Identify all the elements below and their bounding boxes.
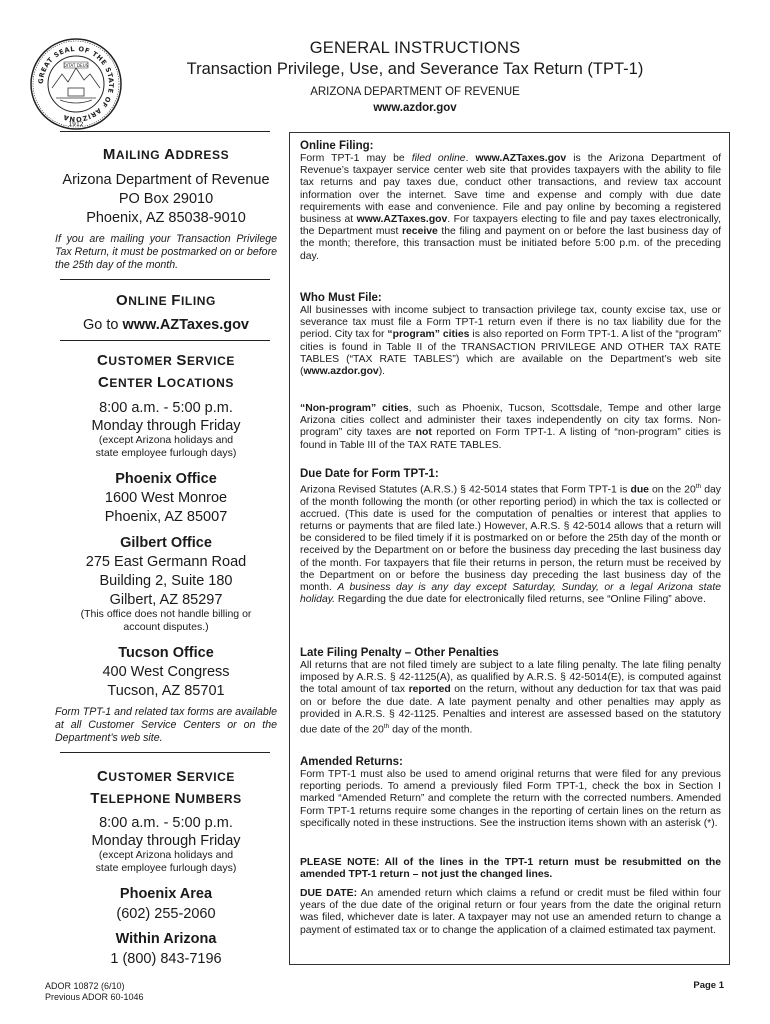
seal-motto: DITAT DEUS <box>63 63 89 68</box>
divider <box>60 752 270 753</box>
amended-returns-heading: Amended Returns: <box>300 756 403 768</box>
arizona-state-seal <box>30 38 122 130</box>
phoenix-office-addr-1: 1600 West Monroe <box>104 490 228 506</box>
divider <box>60 340 270 341</box>
gilbert-note-1: (This office does not handle billing or <box>80 608 252 620</box>
aztaxes-link-inline[interactable]: www.AZTaxes.gov <box>475 153 567 164</box>
department-website: www.azdor.gov <box>373 102 457 114</box>
who-must-file-heading: Who Must File: <box>300 292 382 304</box>
online-filing-section: Online Filing: Form TPT-1 may be filed online. www.AZTaxes.gov is the Arizona Department of Revenue’s taxpayer service center web site that provides taxpayers with the ability to file tax returns and pay taxes due, conduct other transactions, and review tax account information over the internet. Save time and expense and comply with due date requirements with ease and convenience. File and pay online by becoming a registered business at www.AZTaxes.gov. For taxpayers electing to file and pay taxes electronically, the Department must receive the filing and payment on or before the last business day of the month; therefore, this transaction must be initiated before 5:00 p.m. of the preceding day. <box>300 140 721 262</box>
due-date-heading: Due Date for Form TPT-1: <box>300 468 439 480</box>
amended-due-date-paragraph: DUE DATE: An amended return which claims a refund or credit must be filed within four years of the due date of the original return or four years from the date the original return was filed, whichever date is later. A taxpayer may not use an amended return to change a payment of estimated tax or to change the application of a claimed estimated tax payment. <box>300 888 721 936</box>
amended-returns-section: Amended Returns: Form TPT-1 must also be used to amend original returns that were filed for any previous reporting periods. To amend a previously filed Form TPT-1, check the box in Section I marked “Amended Return” and complete the return with the corrected numbers. Amended Form TPT-1 returns require some changes in the reporting of certain lines on the return as specifically noted in these instructions. See the instruction items shown with an asterisk (*). <box>300 756 721 829</box>
azdor-link-inline[interactable]: www.azdor.gov <box>303 366 379 378</box>
phone-hours: 8:00 a.m. - 5:00 p.m. <box>99 815 233 831</box>
mailing-address-heading: MAILING ADDRESS <box>102 146 230 163</box>
phoenix-area-label: Phoenix Area <box>119 886 213 902</box>
mailing-line-3: Phoenix, AZ 85038-9010 <box>86 210 246 226</box>
tucson-office-addr-2: Tucson, AZ 85701 <box>107 683 225 699</box>
aztaxes-link[interactable]: www.AZTaxes.gov <box>122 317 249 333</box>
center-except-2: state employee furlough days) <box>95 447 237 459</box>
mailing-line-1: Arizona Department of Revenue <box>62 172 270 188</box>
mailing-line-2: PO Box 29010 <box>118 191 214 207</box>
phoenix-area-number: (602) 255-2060 <box>116 906 216 922</box>
tucson-office-addr-1: 400 West Congress <box>102 664 230 680</box>
due-date-section: Due Date for Form TPT-1: Arizona Revised Statutes (A.R.S.) § 42-5014 states that Form TPT-1 is due on the 20th day of the month following the month (or other reporting period) in which the tax is collected or accrued. (This date is used for the computation of penalties or interest that applies to returns or payments that are filed late.) However, A.R.S. § 42-5014 allows that a return will be considered to be filed timely if it is postmarked on or before the 25th day of the month or received by the Department on or before the business day preceding the last business day of the month. For taxpayers that file their returns in person, the return must be received by the Department on or before the business day preceding the last business day of the month. A business day is any day except Saturday, Sunday, or a legal Arizona state holiday. Regarding the due date for electronically filed returns, see “Online Filing” above. <box>300 468 721 606</box>
aztaxes-link-inline-2[interactable]: www.AZTaxes.gov <box>356 214 448 226</box>
phone-except-1: (except Arizona holidays and <box>98 849 234 861</box>
tucson-office-title: Tucson Office <box>118 645 214 661</box>
divider <box>60 131 270 132</box>
seal-year: 1912 <box>68 121 84 128</box>
divider <box>60 279 270 280</box>
phoenix-office-addr-2: Phoenix, AZ 85007 <box>104 509 228 525</box>
page-number: Page 1 <box>693 980 724 991</box>
gilbert-office-addr-3: Gilbert, AZ 85297 <box>109 592 223 608</box>
phoenix-office-title: Phoenix Office <box>115 471 217 487</box>
late-filing-heading: Late Filing Penalty – Other Penalties <box>300 647 499 659</box>
center-hours: 8:00 a.m. - 5:00 p.m. <box>99 400 233 416</box>
seal-ring-text: GREAT SEAL OF THE STATE OF ARIZONA <box>36 44 116 124</box>
online-filing-heading: ONLINE FILING <box>116 292 216 309</box>
previous-form-id: Previous ADOR 60-1046 <box>45 992 144 1002</box>
who-must-file-section: Who Must File: All businesses with income subject to transaction privilege tax, county excise tax, use or severance tax must file a Form TPT-1 return even if there is no tax liability due for the period. City tax for “program” cities is also reported on Form TPT-1. A list of the “program” cities is found in Table II of the TRANSACTION PRIVILEGE AND OTHER TAX RATE TABLES (“TAX RATE TABLES”) which are available on the Department’s web site (www.azdor.gov). <box>300 292 722 378</box>
gilbert-office-title: Gilbert Office <box>120 535 212 551</box>
non-program-cities-paragraph: “Non-program” cities, such as Phoenix, Tucson, Scottsdale, Tempe and other large Arizona cities collect and administer their taxes independently on city tax forms. Non-program” city taxes are not reported on Form TPT-1. A listing of “non-program” cities is found in Table III of the TAX RATE TABLES. <box>300 403 721 451</box>
phone-days: Monday through Friday <box>91 833 241 849</box>
phone-except-2: state employee furlough days) <box>95 862 237 874</box>
within-arizona-number: 1 (800) 843-7196 <box>110 951 222 967</box>
svg-text:GREAT SEAL OF THE STATE OF ARI <box>37 45 115 123</box>
gilbert-note-2: account disputes.) <box>123 621 209 633</box>
mailing-postmark-note: If you are mailing your Transaction Privilege Tax Return, it must be postmarked on or before the 25th day of the month. <box>55 233 277 271</box>
late-filing-section: Late Filing Penalty – Other Penalties All returns that are not filed timely are subject to a late filing penalty. The late filing penalty imposed by A.R.S. § 42-1125(A), as qualified by A.R.S. § 42-5014(E), is computed against the total amount of tax reported on the return, without any deduction for tax that was paid on or before the due date. A late payment penalty and other penalties may apply as provided in A.R.S. § 42-1125. Penalties and interest are assessed based on the statutory due date of the 20th day of the month. <box>300 647 722 736</box>
form-id: ADOR 10872 (6/10) <box>45 981 125 991</box>
service-centers-heading-2: CENTER LOCATIONS <box>97 374 235 391</box>
page-subtitle: Transaction Privilege, Use, and Severance Tax Return (TPT-1) <box>186 60 644 78</box>
center-days: Monday through Friday <box>91 418 241 434</box>
gilbert-office-addr-1: 275 East Germann Road <box>85 554 247 570</box>
within-arizona-label: Within Arizona <box>115 931 217 947</box>
online-filing-heading-right: Online Filing: <box>300 140 374 152</box>
telephone-heading-2: TELEPHONE NUMBERS <box>90 790 242 807</box>
online-filing-line: Go to www.AZTaxes.gov <box>83 317 249 333</box>
gilbert-office-addr-2: Building 2, Suite 180 <box>99 573 233 589</box>
page-title: GENERAL INSTRUCTIONS <box>309 39 521 57</box>
center-except-1: (except Arizona holidays and <box>98 434 234 446</box>
please-note-paragraph: PLEASE NOTE: All of the lines in the TPT-1 return must be resubmitted on the amended TPT-1 return – not just the changed lines. <box>300 857 721 881</box>
department-name: ARIZONA DEPARTMENT OF REVENUE <box>310 86 520 98</box>
service-centers-heading: CUSTOMER SERVICE <box>96 352 236 369</box>
telephone-heading: CUSTOMER SERVICE <box>96 768 236 785</box>
forms-availability-note: Form TPT-1 and related tax forms are available at all Customer Service Centers or on the Department’s web site. <box>55 706 277 744</box>
